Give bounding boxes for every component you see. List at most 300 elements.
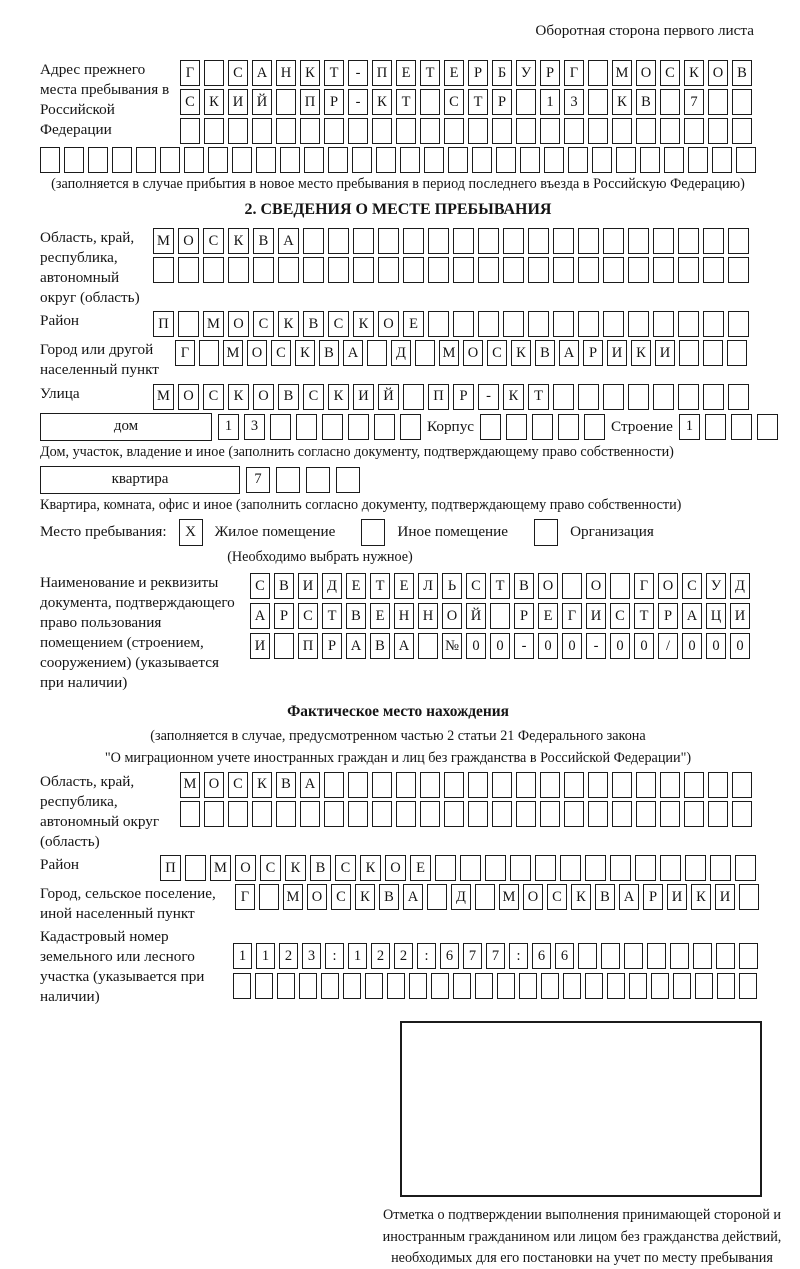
form-cell[interactable]: [256, 147, 276, 173]
form-cell[interactable]: [403, 257, 424, 283]
form-cell[interactable]: [558, 414, 579, 440]
form-cell[interactable]: Г: [562, 603, 582, 629]
form-cell[interactable]: [444, 801, 464, 827]
form-cell[interactable]: Е: [370, 603, 390, 629]
form-cell[interactable]: [664, 147, 684, 173]
form-cell[interactable]: [468, 118, 488, 144]
form-cell[interactable]: [612, 772, 632, 798]
form-cell[interactable]: [731, 414, 752, 440]
form-cell[interactable]: [306, 467, 330, 493]
form-cell[interactable]: [503, 228, 524, 254]
form-cell[interactable]: [435, 855, 456, 881]
form-cell[interactable]: [428, 228, 449, 254]
form-cell[interactable]: [588, 60, 608, 86]
form-cell[interactable]: [732, 89, 752, 115]
form-cell[interactable]: [610, 855, 631, 881]
form-cell[interactable]: Е: [396, 60, 416, 86]
form-cell[interactable]: [708, 801, 728, 827]
form-cell[interactable]: Г: [235, 884, 255, 910]
form-cell[interactable]: [328, 147, 348, 173]
form-cell[interactable]: [64, 147, 84, 173]
form-cell[interactable]: [278, 257, 299, 283]
form-cell[interactable]: [528, 228, 549, 254]
form-cell[interactable]: [348, 118, 368, 144]
form-cell[interactable]: [636, 772, 656, 798]
stay-checkbox-organization[interactable]: [534, 519, 558, 546]
form-cell[interactable]: А: [682, 603, 702, 629]
form-cell[interactable]: [628, 384, 649, 410]
stay-checkbox-other[interactable]: [361, 519, 385, 546]
form-cell[interactable]: [588, 89, 608, 115]
form-cell[interactable]: 0: [730, 633, 750, 659]
form-cell[interactable]: [516, 118, 536, 144]
form-cell[interactable]: Р: [324, 89, 344, 115]
form-cell[interactable]: [453, 973, 471, 999]
form-cell[interactable]: [403, 384, 424, 410]
form-cell[interactable]: 1: [218, 414, 239, 440]
form-cell[interactable]: В: [276, 772, 296, 798]
form-cell[interactable]: [478, 257, 499, 283]
form-cell[interactable]: [660, 855, 681, 881]
form-cell[interactable]: Р: [643, 884, 663, 910]
form-cell[interactable]: С: [298, 603, 318, 629]
form-cell[interactable]: [185, 855, 206, 881]
form-cell[interactable]: 2: [371, 943, 390, 969]
form-cell[interactable]: П: [153, 311, 174, 337]
form-cell[interactable]: В: [370, 633, 390, 659]
form-cell[interactable]: [378, 257, 399, 283]
form-cell[interactable]: [444, 772, 464, 798]
form-cell[interactable]: [453, 311, 474, 337]
form-cell[interactable]: [475, 884, 495, 910]
form-cell[interactable]: С: [271, 340, 291, 366]
form-cell[interactable]: М: [283, 884, 303, 910]
form-cell[interactable]: [420, 772, 440, 798]
form-cell[interactable]: [367, 340, 387, 366]
form-cell[interactable]: [628, 311, 649, 337]
form-cell[interactable]: [228, 257, 249, 283]
form-cell[interactable]: Е: [410, 855, 431, 881]
form-cell[interactable]: О: [708, 60, 728, 86]
form-cell[interactable]: [653, 228, 674, 254]
form-cell[interactable]: П: [428, 384, 449, 410]
form-cell[interactable]: :: [325, 943, 344, 969]
form-cell[interactable]: [519, 973, 537, 999]
form-cell[interactable]: [560, 855, 581, 881]
form-cell[interactable]: [528, 257, 549, 283]
form-cell[interactable]: Р: [514, 603, 534, 629]
form-cell[interactable]: [739, 973, 757, 999]
form-cell[interactable]: [378, 228, 399, 254]
form-cell[interactable]: [588, 118, 608, 144]
form-cell[interactable]: [304, 147, 324, 173]
form-cell[interactable]: [428, 257, 449, 283]
form-cell[interactable]: [303, 228, 324, 254]
form-cell[interactable]: 0: [466, 633, 486, 659]
form-cell[interactable]: [716, 943, 735, 969]
form-cell[interactable]: В: [379, 884, 399, 910]
form-cell[interactable]: А: [394, 633, 414, 659]
form-cell[interactable]: В: [303, 311, 324, 337]
form-cell[interactable]: [660, 118, 680, 144]
form-cell[interactable]: К: [328, 384, 349, 410]
form-cell[interactable]: [178, 257, 199, 283]
form-cell[interactable]: [503, 257, 524, 283]
form-cell[interactable]: В: [310, 855, 331, 881]
form-cell[interactable]: О: [307, 884, 327, 910]
form-cell[interactable]: [276, 118, 296, 144]
form-cell[interactable]: С: [253, 311, 274, 337]
form-cell[interactable]: [685, 855, 706, 881]
form-cell[interactable]: К: [252, 772, 272, 798]
form-cell[interactable]: [348, 772, 368, 798]
form-cell[interactable]: М: [153, 228, 174, 254]
form-cell[interactable]: 1: [348, 943, 367, 969]
form-cell[interactable]: [540, 772, 560, 798]
form-cell[interactable]: К: [372, 89, 392, 115]
form-cell[interactable]: 6: [532, 943, 551, 969]
form-cell[interactable]: А: [346, 633, 366, 659]
form-cell[interactable]: [199, 340, 219, 366]
form-cell[interactable]: О: [253, 384, 274, 410]
form-cell[interactable]: [400, 147, 420, 173]
form-cell[interactable]: [653, 257, 674, 283]
form-cell[interactable]: О: [378, 311, 399, 337]
form-cell[interactable]: [564, 772, 584, 798]
form-cell[interactable]: 7: [463, 943, 482, 969]
form-cell[interactable]: 3: [564, 89, 584, 115]
form-cell[interactable]: [728, 384, 749, 410]
form-cell[interactable]: [136, 147, 156, 173]
form-cell[interactable]: П: [372, 60, 392, 86]
form-cell[interactable]: [204, 118, 224, 144]
form-cell[interactable]: [607, 973, 625, 999]
form-cell[interactable]: [728, 311, 749, 337]
form-cell[interactable]: 0: [634, 633, 654, 659]
form-cell[interactable]: [703, 384, 724, 410]
form-cell[interactable]: [660, 89, 680, 115]
form-cell[interactable]: 0: [490, 633, 510, 659]
form-cell[interactable]: Г: [180, 60, 200, 86]
form-cell[interactable]: [418, 633, 438, 659]
form-cell[interactable]: [532, 414, 553, 440]
form-cell[interactable]: Г: [564, 60, 584, 86]
form-cell[interactable]: -: [348, 89, 368, 115]
form-cell[interactable]: [303, 257, 324, 283]
form-cell[interactable]: [492, 801, 512, 827]
form-cell[interactable]: П: [298, 633, 318, 659]
form-cell[interactable]: [365, 973, 383, 999]
form-cell[interactable]: [516, 772, 536, 798]
form-cell[interactable]: [228, 118, 248, 144]
form-cell[interactable]: А: [300, 772, 320, 798]
form-cell[interactable]: [153, 257, 174, 283]
form-cell[interactable]: К: [571, 884, 591, 910]
form-cell[interactable]: [232, 147, 252, 173]
form-cell[interactable]: 7: [486, 943, 505, 969]
form-cell[interactable]: [233, 973, 251, 999]
form-cell[interactable]: [492, 772, 512, 798]
form-cell[interactable]: С: [487, 340, 507, 366]
form-cell[interactable]: О: [523, 884, 543, 910]
form-cell[interactable]: А: [250, 603, 270, 629]
form-cell[interactable]: [259, 884, 279, 910]
form-cell[interactable]: [516, 801, 536, 827]
form-cell[interactable]: К: [204, 89, 224, 115]
form-cell[interactable]: [653, 384, 674, 410]
form-cell[interactable]: 1: [540, 89, 560, 115]
form-cell[interactable]: Д: [391, 340, 411, 366]
form-cell[interactable]: [300, 801, 320, 827]
form-cell[interactable]: В: [595, 884, 615, 910]
form-cell[interactable]: [610, 573, 630, 599]
form-cell[interactable]: [427, 884, 447, 910]
form-cell[interactable]: [678, 228, 699, 254]
form-cell[interactable]: [178, 311, 199, 337]
form-cell[interactable]: -: [586, 633, 606, 659]
form-cell[interactable]: [636, 801, 656, 827]
form-cell[interactable]: Г: [175, 340, 195, 366]
form-cell[interactable]: [228, 801, 248, 827]
form-cell[interactable]: Р: [492, 89, 512, 115]
form-cell[interactable]: М: [439, 340, 459, 366]
form-cell[interactable]: [544, 147, 564, 173]
form-cell[interactable]: [516, 89, 536, 115]
form-cell[interactable]: О: [204, 772, 224, 798]
form-cell[interactable]: [324, 118, 344, 144]
form-cell[interactable]: И: [715, 884, 735, 910]
form-cell[interactable]: [396, 118, 416, 144]
form-cell[interactable]: [352, 147, 372, 173]
form-cell[interactable]: К: [684, 60, 704, 86]
form-cell[interactable]: [485, 855, 506, 881]
form-cell[interactable]: Т: [468, 89, 488, 115]
form-cell[interactable]: [374, 414, 395, 440]
form-cell[interactable]: [280, 147, 300, 173]
form-cell[interactable]: А: [343, 340, 363, 366]
form-cell[interactable]: [328, 257, 349, 283]
form-cell[interactable]: В: [278, 384, 299, 410]
form-cell[interactable]: С: [328, 311, 349, 337]
form-cell[interactable]: Т: [370, 573, 390, 599]
form-cell[interactable]: [757, 414, 778, 440]
form-cell[interactable]: [276, 801, 296, 827]
form-cell[interactable]: [475, 973, 493, 999]
form-cell[interactable]: [277, 973, 295, 999]
form-cell[interactable]: С: [335, 855, 356, 881]
form-cell[interactable]: [204, 801, 224, 827]
form-cell[interactable]: №: [442, 633, 462, 659]
form-cell[interactable]: 7: [246, 467, 270, 493]
form-cell[interactable]: С: [303, 384, 324, 410]
form-cell[interactable]: [353, 257, 374, 283]
form-cell[interactable]: А: [619, 884, 639, 910]
form-cell[interactable]: [578, 384, 599, 410]
form-cell[interactable]: 0: [682, 633, 702, 659]
form-cell[interactable]: [693, 943, 712, 969]
form-cell[interactable]: [735, 855, 756, 881]
form-cell[interactable]: О: [463, 340, 483, 366]
form-cell[interactable]: В: [535, 340, 555, 366]
form-cell[interactable]: -: [478, 384, 499, 410]
form-cell[interactable]: К: [228, 228, 249, 254]
form-cell[interactable]: [628, 228, 649, 254]
form-cell[interactable]: 3: [244, 414, 265, 440]
form-cell[interactable]: И: [655, 340, 675, 366]
form-cell[interactable]: [180, 118, 200, 144]
form-cell[interactable]: Р: [540, 60, 560, 86]
form-cell[interactable]: Т: [396, 89, 416, 115]
form-cell[interactable]: Й: [252, 89, 272, 115]
form-cell[interactable]: [274, 633, 294, 659]
form-cell[interactable]: 2: [394, 943, 413, 969]
form-cell[interactable]: [628, 257, 649, 283]
form-cell[interactable]: [568, 147, 588, 173]
form-cell[interactable]: Н: [418, 603, 438, 629]
form-cell[interactable]: К: [285, 855, 306, 881]
form-cell[interactable]: [732, 118, 752, 144]
form-cell[interactable]: [112, 147, 132, 173]
form-cell[interactable]: Д: [730, 573, 750, 599]
form-cell[interactable]: Т: [420, 60, 440, 86]
form-cell[interactable]: [708, 89, 728, 115]
form-cell[interactable]: [510, 855, 531, 881]
form-cell[interactable]: [180, 801, 200, 827]
form-cell[interactable]: В: [253, 228, 274, 254]
form-cell[interactable]: [88, 147, 108, 173]
form-cell[interactable]: К: [300, 60, 320, 86]
form-cell[interactable]: [420, 118, 440, 144]
form-cell[interactable]: М: [499, 884, 519, 910]
form-cell[interactable]: [695, 973, 713, 999]
form-cell[interactable]: [739, 943, 758, 969]
form-cell[interactable]: [732, 801, 752, 827]
form-cell[interactable]: -: [514, 633, 534, 659]
form-cell[interactable]: [372, 772, 392, 798]
form-cell[interactable]: [348, 414, 369, 440]
form-cell[interactable]: 2: [279, 943, 298, 969]
form-cell[interactable]: [601, 943, 620, 969]
form-cell[interactable]: [453, 257, 474, 283]
form-cell[interactable]: С: [444, 89, 464, 115]
form-cell[interactable]: Л: [418, 573, 438, 599]
form-cell[interactable]: О: [385, 855, 406, 881]
form-cell[interactable]: [584, 414, 605, 440]
form-cell[interactable]: К: [355, 884, 375, 910]
form-cell[interactable]: Т: [634, 603, 654, 629]
form-cell[interactable]: С: [547, 884, 567, 910]
form-cell[interactable]: С: [203, 384, 224, 410]
form-cell[interactable]: [578, 257, 599, 283]
form-cell[interactable]: Р: [453, 384, 474, 410]
form-cell[interactable]: [562, 573, 582, 599]
form-cell[interactable]: [468, 772, 488, 798]
form-cell[interactable]: [588, 801, 608, 827]
form-cell[interactable]: [472, 147, 492, 173]
form-cell[interactable]: [420, 89, 440, 115]
form-cell[interactable]: [253, 257, 274, 283]
form-cell[interactable]: [578, 943, 597, 969]
form-cell[interactable]: [703, 311, 724, 337]
form-cell[interactable]: [553, 228, 574, 254]
form-cell[interactable]: П: [300, 89, 320, 115]
form-cell[interactable]: [503, 311, 524, 337]
form-cell[interactable]: [688, 147, 708, 173]
form-cell[interactable]: [324, 772, 344, 798]
form-cell[interactable]: Е: [538, 603, 558, 629]
form-cell[interactable]: [431, 973, 449, 999]
form-cell[interactable]: [343, 973, 361, 999]
form-cell[interactable]: 7: [684, 89, 704, 115]
form-cell[interactable]: М: [612, 60, 632, 86]
form-cell[interactable]: 0: [610, 633, 630, 659]
form-cell[interactable]: 0: [706, 633, 726, 659]
form-cell[interactable]: [553, 311, 574, 337]
form-cell[interactable]: Г: [634, 573, 654, 599]
form-cell[interactable]: Т: [490, 573, 510, 599]
form-cell[interactable]: И: [667, 884, 687, 910]
form-cell[interactable]: О: [235, 855, 256, 881]
form-cell[interactable]: Т: [528, 384, 549, 410]
form-cell[interactable]: [635, 855, 656, 881]
form-cell[interactable]: И: [730, 603, 750, 629]
form-cell[interactable]: 6: [440, 943, 459, 969]
form-cell[interactable]: [492, 118, 512, 144]
form-cell[interactable]: Н: [276, 60, 296, 86]
form-cell[interactable]: Е: [346, 573, 366, 599]
form-cell[interactable]: К: [503, 384, 524, 410]
form-cell[interactable]: И: [298, 573, 318, 599]
form-cell[interactable]: 1: [679, 414, 700, 440]
form-cell[interactable]: К: [360, 855, 381, 881]
form-cell[interactable]: Р: [583, 340, 603, 366]
form-cell[interactable]: /: [658, 633, 678, 659]
form-cell[interactable]: О: [586, 573, 606, 599]
form-cell[interactable]: Р: [658, 603, 678, 629]
form-cell[interactable]: С: [610, 603, 630, 629]
form-cell[interactable]: [684, 772, 704, 798]
form-cell[interactable]: Т: [322, 603, 342, 629]
form-cell[interactable]: [506, 414, 527, 440]
form-cell[interactable]: [468, 801, 488, 827]
form-cell[interactable]: К: [353, 311, 374, 337]
form-cell[interactable]: Б: [492, 60, 512, 86]
form-cell[interactable]: И: [353, 384, 374, 410]
form-cell[interactable]: [636, 118, 656, 144]
form-cell[interactable]: [670, 943, 689, 969]
form-cell[interactable]: А: [252, 60, 272, 86]
form-cell[interactable]: К: [511, 340, 531, 366]
form-cell[interactable]: [372, 801, 392, 827]
form-cell[interactable]: [444, 118, 464, 144]
form-cell[interactable]: О: [247, 340, 267, 366]
form-cell[interactable]: С: [682, 573, 702, 599]
form-cell[interactable]: [336, 467, 360, 493]
form-cell[interactable]: [710, 855, 731, 881]
form-cell[interactable]: [728, 257, 749, 283]
form-cell[interactable]: В: [636, 89, 656, 115]
form-cell[interactable]: М: [180, 772, 200, 798]
form-cell[interactable]: [252, 118, 272, 144]
form-cell[interactable]: [703, 340, 723, 366]
form-cell[interactable]: [396, 772, 416, 798]
form-cell[interactable]: Р: [468, 60, 488, 86]
form-cell[interactable]: [678, 257, 699, 283]
form-cell[interactable]: [496, 147, 516, 173]
form-cell[interactable]: [540, 118, 560, 144]
form-cell[interactable]: [348, 801, 368, 827]
form-cell[interactable]: 6: [555, 943, 574, 969]
